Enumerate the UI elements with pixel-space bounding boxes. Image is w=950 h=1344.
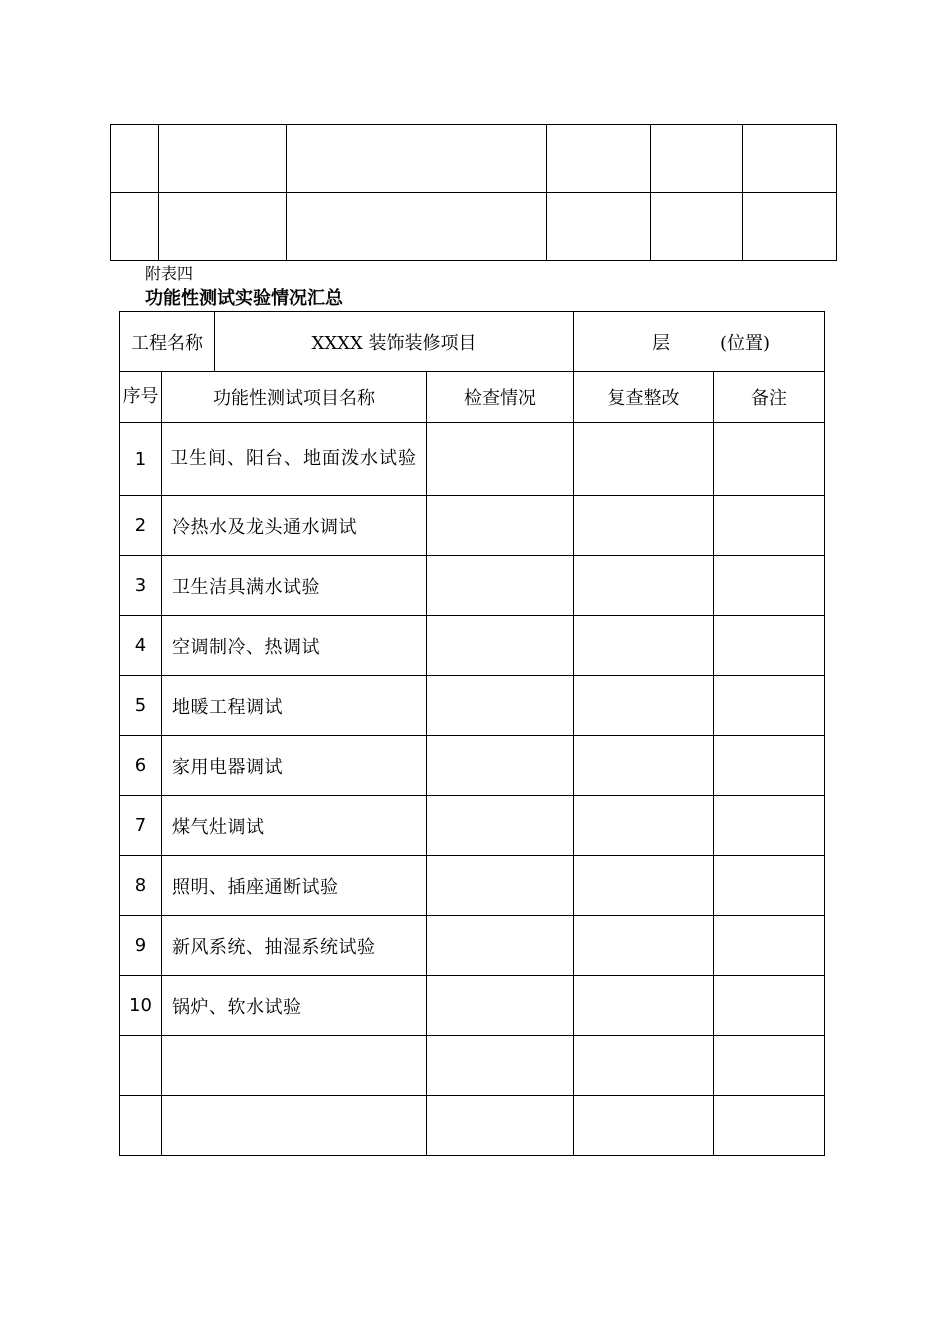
empty-cell [287,193,547,261]
remarks-cell [714,1036,825,1096]
remarks-cell [714,496,825,556]
inspection-cell [427,616,574,676]
item-cell: 锅炉、软水试验 [162,976,427,1036]
seq-cell: 7 [120,796,162,856]
inspection-cell [427,976,574,1036]
inspection-cell [427,856,574,916]
review-cell [574,556,714,616]
review-cell [574,676,714,736]
seq-cell: 1 [120,423,162,496]
review-cell [574,616,714,676]
seq-cell [120,1036,162,1096]
function-test-summary-table [119,311,825,1156]
item-cell: 卫生洁具满水试验 [162,556,427,616]
item-cell: 家用电器调试 [162,736,427,796]
item-cell: 冷热水及龙头通水调试 [162,496,427,556]
item-cell: 照明、插座通断试验 [162,856,427,916]
item-cell: 地暖工程调试 [162,676,427,736]
review-cell [574,796,714,856]
project-name: XXXX 装饰装修项目 [215,312,574,372]
column-header-row [120,372,825,423]
project-label: 工程名称 [120,312,215,372]
empty-cell [547,125,651,193]
table-row [120,423,825,496]
item-cell [162,1036,427,1096]
remarks-cell [714,1096,825,1156]
table-row [120,616,825,676]
inspection-cell [427,796,574,856]
seq-cell: 8 [120,856,162,916]
item-cell [162,1096,427,1156]
empty-cell [547,193,651,261]
document-title: 功能性测试实验情况汇总 [145,288,343,309]
previous-table-continuation [110,124,837,261]
floor-label: 层 [652,332,671,354]
inspection-cell [427,423,574,496]
table-row [111,125,837,193]
review-cell [574,856,714,916]
remarks-cell [714,856,825,916]
empty-cell [159,193,287,261]
empty-cell [743,193,837,261]
empty-cell [651,193,743,261]
inspection-cell [427,1096,574,1156]
table-row [120,796,825,856]
review-cell [574,736,714,796]
empty-cell [651,125,743,193]
item-name-header: 功能性测试项目名称 [162,372,427,423]
seq-cell: 4 [120,616,162,676]
project-header-row [120,312,825,372]
item-cell: 新风系统、抽湿系统试验 [162,916,427,976]
remarks-cell [714,676,825,736]
item-cell: 空调制冷、热调试 [162,616,427,676]
inspection-cell [427,1036,574,1096]
remarks-cell [714,976,825,1036]
seq-cell: 3 [120,556,162,616]
inspection-header: 检查情况 [427,372,574,423]
remarks-cell [714,736,825,796]
table-row [111,193,837,261]
position-label: (位置) [720,332,771,354]
item-cell: 煤气灶调试 [162,796,427,856]
review-cell [574,976,714,1036]
table-row [120,1096,825,1156]
review-header: 复查整改 [574,372,714,423]
remarks-cell [714,423,825,496]
table-row [120,496,825,556]
empty-cell [159,125,287,193]
empty-cell [111,193,159,261]
inspection-cell [427,736,574,796]
seq-header: 序号 [120,372,162,423]
remarks-cell [714,916,825,976]
annex-label: 附表四 [145,264,194,283]
seq-cell: 9 [120,916,162,976]
seq-cell: 10 [120,976,162,1036]
review-cell [574,423,714,496]
inspection-cell [427,676,574,736]
table-row [120,736,825,796]
table-row [120,916,825,976]
seq-cell: 2 [120,496,162,556]
empty-cell [743,125,837,193]
seq-cell: 6 [120,736,162,796]
seq-cell: 5 [120,676,162,736]
inspection-cell [427,556,574,616]
review-cell [574,496,714,556]
remarks-cell [714,796,825,856]
item-cell: 卫生间、阳台、地面泼水试验 [162,423,427,496]
table-row [120,556,825,616]
empty-cell [287,125,547,193]
inspection-cell [427,496,574,556]
floor-position-cell [574,312,825,372]
table-row [120,676,825,736]
seq-cell [120,1096,162,1156]
review-cell [574,1096,714,1156]
remarks-cell [714,556,825,616]
table-row [120,1036,825,1096]
remarks-cell [714,616,825,676]
remarks-header: 备注 [714,372,825,423]
table-row [120,976,825,1036]
inspection-cell [427,916,574,976]
review-cell [574,1036,714,1096]
review-cell [574,916,714,976]
empty-cell [111,125,159,193]
table-row [120,856,825,916]
